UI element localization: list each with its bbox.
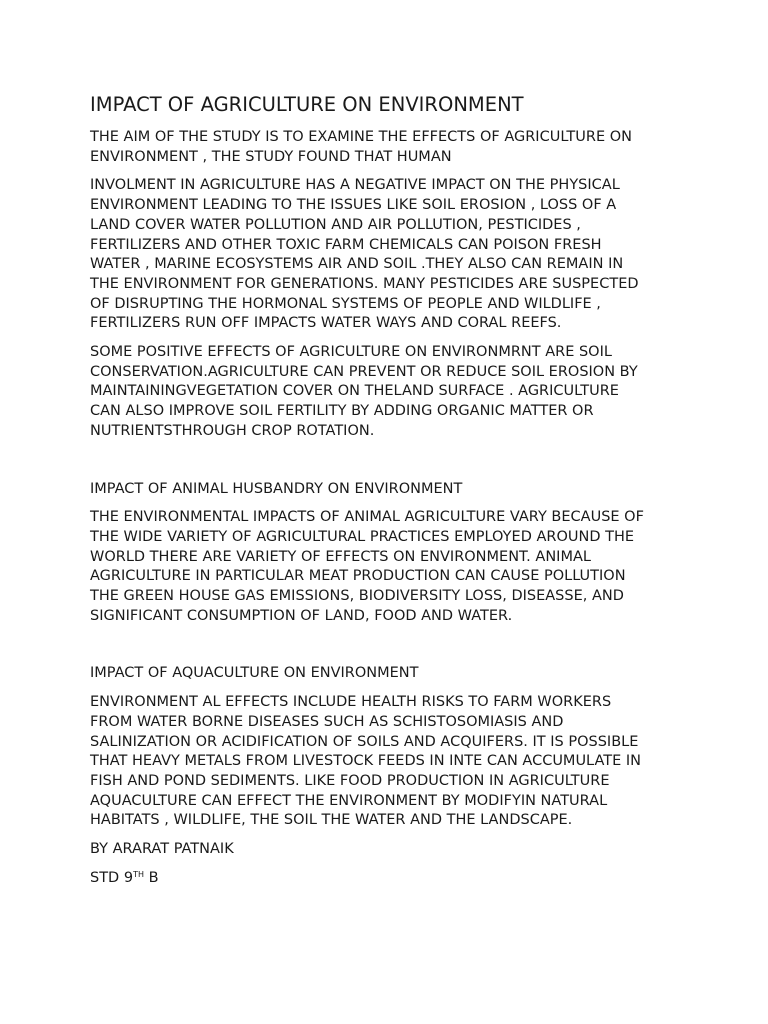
document-page [90, 92, 690, 898]
intro-paragraph: THE AIM OF THE STUDY IS TO EXAMINE THE EFFECTS OF AGRICULTURE ON ENVIRONMENT , THE STUDY FOUND THAT HUMAN [90, 129, 632, 165]
document-title: IMPACT OF AGRICULTURE ON ENVIRONMENT [90, 93, 524, 116]
class-section: B [143, 869, 159, 886]
positive-effects-paragraph: SOME POSITIVE EFFECTS OF AGRICULTURE ON ENVIRONMRNT ARE SOIL CONSERVATION.AGRICULTURE CAN PREVENT OR REDUCE SOIL EROSION BY MAINTAININGVEGETATION COVER ON THELAND SURFACE . AGRICULTURE CAN ALSO IMPROVE SOIL FERTILITY BY ADDING ORGANIC MATTER OR NUTRIENTSTHROUGH CROP ROTATION. [90, 344, 638, 439]
animal-husbandry-paragraph: THE ENVIRONMENTAL IMPACTS OF ANIMAL AGRICULTURE VARY BECAUSE OF THE WIDE VARIETY OF AGRICULTURAL PRACTICES EMPLOYED AROUND THE WORLD THERE ARE VARIETY OF EFFECTS ON ENVIRONMENT. ANIMAL AGRICULTURE IN PARTICULAR MEAT PRODUCTION CAN CAUSE POLLUTION THE GREEN HOUSE GAS EMISSIONS, BIODIVERSITY LOSS, DISEASSE, AND SIGNIFICANT CONSUMPTION OF LAND, FOOD AND WATER. [90, 509, 644, 624]
author-line: BY ARARAT PATNAIK [90, 841, 234, 858]
animal-husbandry-heading: IMPACT OF ANIMAL HUSBANDRY ON ENVIRONMENT [90, 480, 463, 497]
aquaculture-heading: IMPACT OF AQUACULTURE ON ENVIRONMENT [90, 665, 419, 682]
class-prefix: STD 9 [90, 869, 134, 886]
class-line [90, 869, 690, 889]
aquaculture-paragraph: ENVIRONMENT AL EFFECTS INCLUDE HEALTH RISKS TO FARM WORKERS FROM WATER BORNE DISEASES SUCH AS SCHISTOSOMIASIS AND SALINIZATION OR ACIDIFICATION OF SOILS AND ACQUIFERS. IT IS POSSIBLE THAT HEAVY METALS FROM LIVESTOCK FEEDS IN INTE CAN ACCUMULATE IN FISH AND POND SEDIMENTS. LIKE FOOD PRODUCTION IN AGRICULTURE AQUACULTURE CAN EFFECT THE ENVIRONMENT BY MODIFYIN NATURAL HABITATS , WILDLIFE, THE SOIL THE WATER AND THE LANDSCAPE. [90, 694, 642, 829]
negative-impact-paragraph: INVOLMENT IN AGRICULTURE HAS A NEGATIVE IMPACT ON THE PHYSICAL ENVIRONMENT LEADING TO THE ISSUES LIKE SOIL EROSION , LOSS OF A LAND COVER WATER POLLUTION AND AIR POLLUTION, PESTICIDES , FERTILIZERS AND OTHER TOXIC FARM CHEMICALS CAN POISON FRESH WATER , MARINE ECOSYSTEMS AIR AND SOIL .THEY ALSO CAN REMAIN IN THE ENVIRONMENT FOR GENERATIONS. MANY PESTICIDES ARE SUSPECTED OF DISRUPTING THE HORMONAL SYSTEMS OF PEOPLE AND WILDLIFE , FERTILIZERS RUN OFF IMPACTS WATER WAYS AND CORAL REEFS. [90, 177, 639, 332]
class-superscript: TH [133, 869, 144, 879]
